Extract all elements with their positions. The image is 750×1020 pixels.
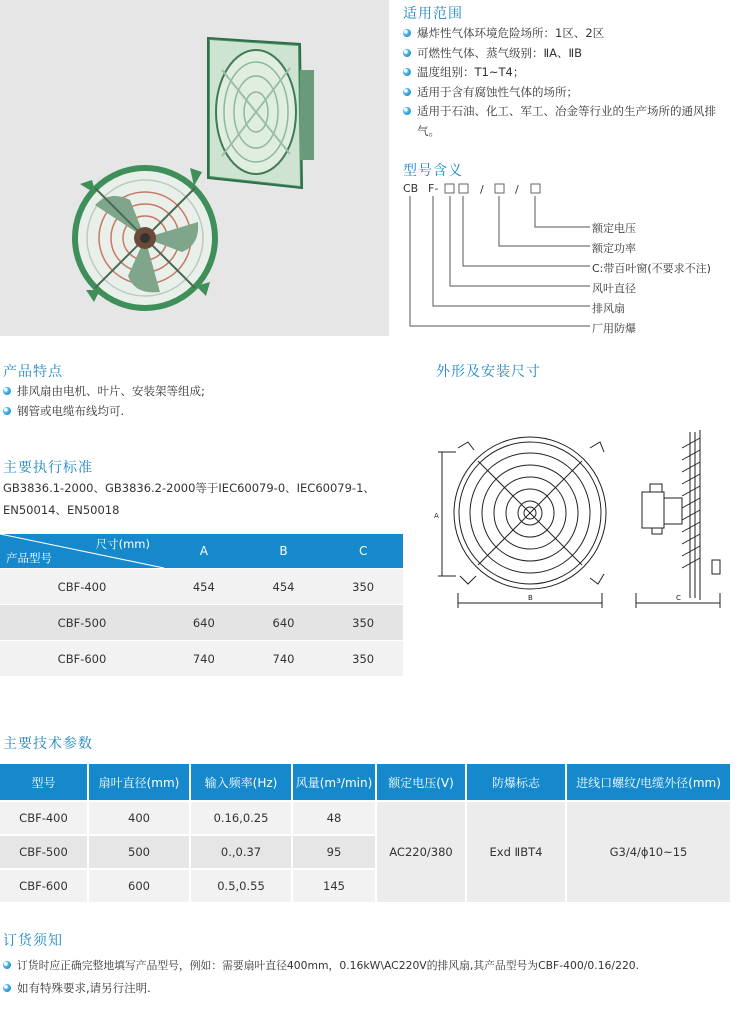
code-label: 排风扇 xyxy=(592,302,625,315)
column-header: 进线口螺纹/电缆外径(mm) xyxy=(566,764,730,801)
column-header: 风量(m³/min) xyxy=(292,764,376,801)
table-row xyxy=(0,605,403,641)
model-meaning-title: 型号含义 xyxy=(403,163,463,179)
features-list xyxy=(3,382,383,421)
cell: 740 xyxy=(244,641,324,677)
table-header-row xyxy=(0,764,730,801)
svg-text:/: / xyxy=(480,183,484,196)
svg-text:/: / xyxy=(515,183,519,196)
column-header: A xyxy=(164,534,244,569)
cell: CBF-400 xyxy=(0,569,164,605)
fan-square-image xyxy=(208,38,314,188)
table-header-row xyxy=(0,534,403,569)
list-item: 适用于石油、化工、军工、冶金等行业的生产场所的通风排气。 xyxy=(403,102,735,141)
product-photo xyxy=(0,0,389,336)
cell: CBF-500 xyxy=(0,605,164,641)
cell: 0.16,0.25 xyxy=(190,801,292,835)
list-item: 温度组别：T1~T4； xyxy=(403,63,733,83)
table-row xyxy=(0,641,403,677)
cell: 95 xyxy=(292,835,376,869)
order-list xyxy=(3,956,748,998)
order-title: 订货须知 xyxy=(3,933,63,949)
list-item: 爆炸性气体环境危险场所：1区、2区 xyxy=(403,24,733,44)
standards-text: GB3836.1-2000、GB3836.2-2000等于IEC60079-0、IEC60079-1、EN50014、EN50018 xyxy=(3,481,375,517)
list-item: 排风扇由电机、叶片、安装架等组成; xyxy=(3,382,383,402)
cell: 0.5,0.55 xyxy=(190,869,292,902)
corner-bottom-label: 产品型号 xyxy=(6,551,52,565)
cell: 145 xyxy=(292,869,376,902)
column-header: 防爆标志 xyxy=(466,764,566,801)
code-label: C:带百叶窗(不要求不注) xyxy=(592,262,711,275)
code-label: 额定功率 xyxy=(592,242,636,255)
table-row xyxy=(0,801,730,835)
dim-c-label: C xyxy=(676,594,681,602)
bullet-icon xyxy=(403,49,411,57)
bullet-icon xyxy=(3,387,11,395)
cell: 640 xyxy=(244,605,324,641)
corner-top-label: 尺寸(mm) xyxy=(95,537,150,551)
cell: 500 xyxy=(88,835,190,869)
column-header: 输入频率(Hz) xyxy=(190,764,292,801)
scope-list xyxy=(403,24,733,141)
code-label: 风叶直径 xyxy=(592,282,636,295)
column-header: 型号 xyxy=(0,764,88,801)
bullet-icon xyxy=(3,961,11,969)
dim-a-label: A xyxy=(434,512,439,520)
corner-header xyxy=(0,534,164,569)
bullet-icon xyxy=(3,984,11,992)
voltage-cell: AC220/380 xyxy=(376,801,466,902)
list-item: 如有特殊要求,请另行注明. xyxy=(3,979,748,999)
thread-cell: G3/4/ϕ10~15 xyxy=(566,801,730,902)
list-item: 可燃性气体、蒸气级别：ⅡA、ⅡB xyxy=(403,44,733,64)
bullet-icon xyxy=(403,68,411,76)
outline-title: 外形及安装尺寸 xyxy=(436,364,541,380)
model-code-f: F- xyxy=(428,182,439,195)
cell: 640 xyxy=(164,605,244,641)
outline-drawing xyxy=(430,428,730,618)
tech-title: 主要技术参数 xyxy=(3,736,93,752)
list-item: 钢管或电缆布线均可. xyxy=(3,402,383,422)
cell: 350 xyxy=(323,605,403,641)
column-header: 扇叶直径(mm) xyxy=(88,764,190,801)
cell: 600 xyxy=(88,869,190,902)
cell: 740 xyxy=(164,641,244,677)
scope-title: 适用范围 xyxy=(403,6,463,22)
bullet-icon xyxy=(403,29,411,37)
cell: 350 xyxy=(323,641,403,677)
code-label: 额定电压 xyxy=(592,222,636,235)
bullet-icon xyxy=(3,407,11,415)
cell: CBF-600 xyxy=(0,869,88,902)
standards-title: 主要执行标准 xyxy=(3,460,93,476)
features-title: 产品特点 xyxy=(3,364,63,380)
dimensions-table xyxy=(0,534,403,676)
column-header: 额定电压(V) xyxy=(376,764,466,801)
cell: 400 xyxy=(88,801,190,835)
table-row xyxy=(0,569,403,605)
column-header: C xyxy=(323,534,403,569)
fan-round-image xyxy=(75,168,215,308)
code-label: 厂用防爆 xyxy=(592,322,636,335)
cell: CBF-600 xyxy=(0,641,164,677)
code-cb: CB xyxy=(403,182,419,195)
bullet-icon xyxy=(403,107,411,115)
cell: CBF-400 xyxy=(0,801,88,835)
cell: 0.,0.37 xyxy=(190,835,292,869)
cell: 454 xyxy=(244,569,324,605)
cell: CBF-500 xyxy=(0,835,88,869)
cell: 350 xyxy=(323,569,403,605)
list-item: 订货时应正确完整地填写产品型号，例如：需要扇叶直径400mm，0.16kW\AC220V的排风扇,其产品型号为CBF-400/0.16/220. xyxy=(3,956,748,976)
bullet-icon xyxy=(403,88,411,96)
column-header: B xyxy=(244,534,324,569)
dim-b-label: B xyxy=(528,594,533,602)
list-item: 适用于含有腐蚀性气体的场所； xyxy=(403,83,733,103)
tech-params-table xyxy=(0,764,730,902)
ex-mark-cell: Exd ⅡBT4 xyxy=(466,801,566,902)
cell: 48 xyxy=(292,801,376,835)
cell: 454 xyxy=(164,569,244,605)
